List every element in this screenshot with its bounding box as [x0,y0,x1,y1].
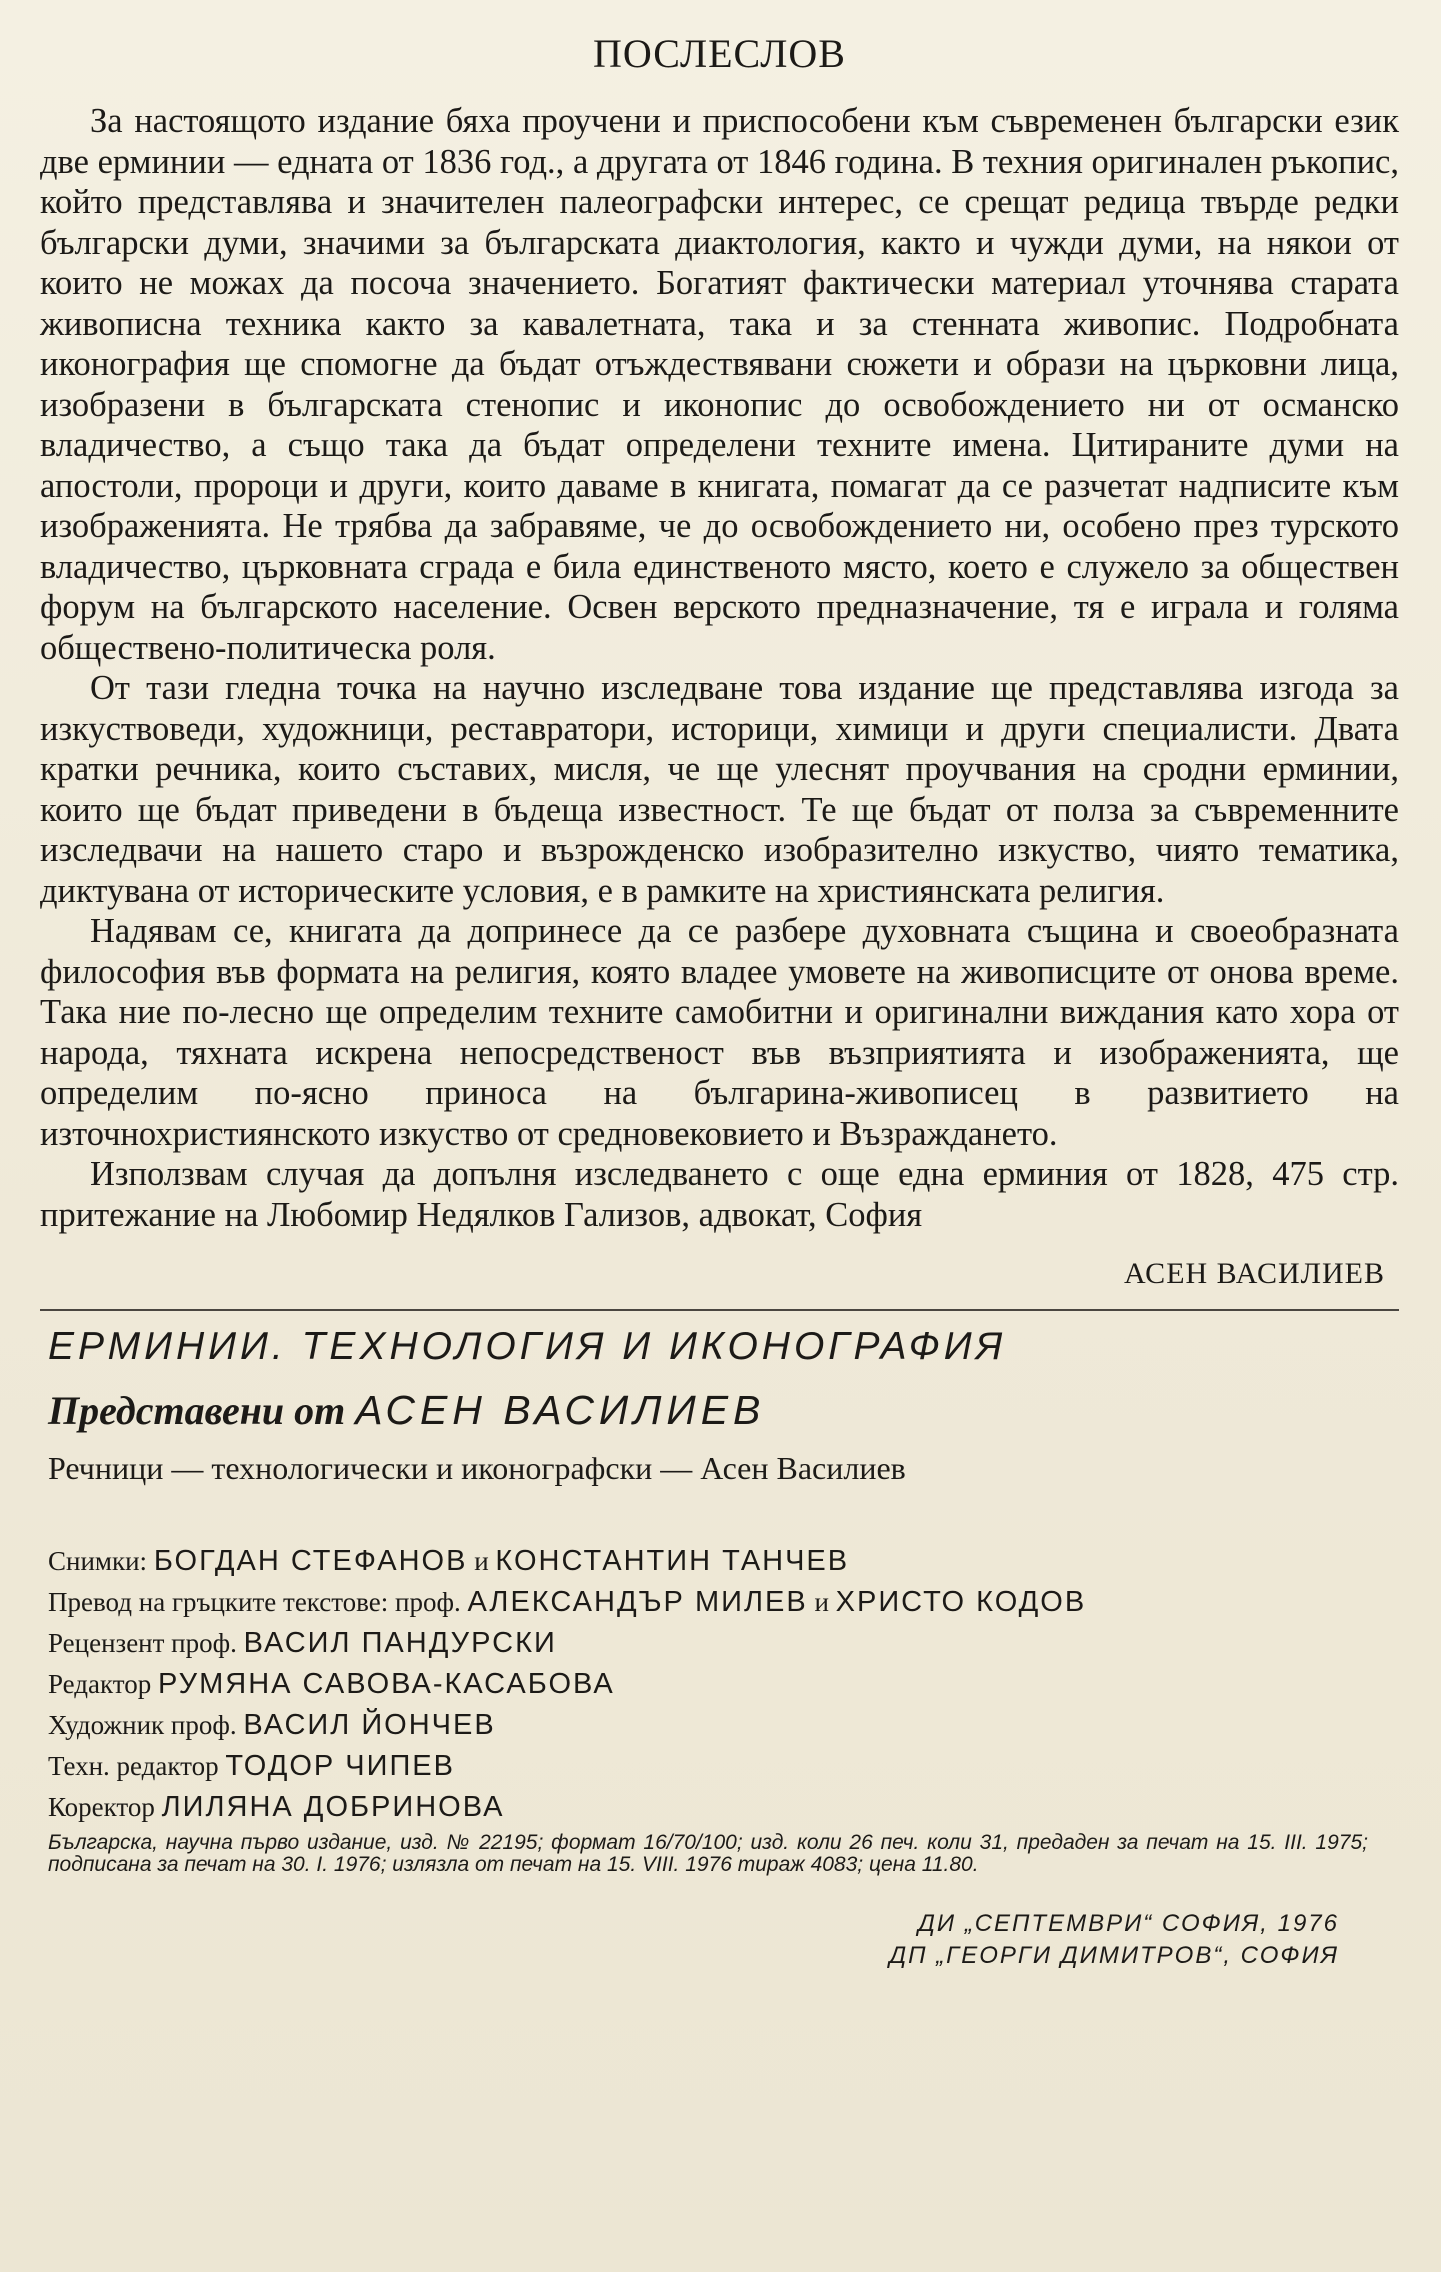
printers-block [40,1908,1339,1972]
credit-joiner: и [814,1587,829,1617]
credit-artist [48,1705,1399,1746]
afterword-paragraph-4: Използвам случая да допълня изследването с още една ерминия от 1828, 475 стр. притежание на Любомир Недялков Гализов, адвокат, София [40,1155,1399,1234]
credit-name: РУМЯНА САВОВА-КАСАБОВА [157,1668,615,1700]
page-heading: ПОСЛЕСЛОВ [593,31,846,76]
subtitle-author-name: АСЕН ВАСИЛИЕВ [355,1387,766,1433]
credit-reviewer [48,1623,1399,1664]
credit-name: ТОДОР ЧИПЕВ [225,1750,455,1782]
credit-name-second: ХРИСТО КОДОВ [835,1586,1087,1618]
credit-tech-editor [48,1746,1399,1787]
credit-role: Превод на гръцките текстове: проф. [48,1587,461,1617]
author-signature: АСЕН ВАСИЛИЕВ [1124,1257,1385,1290]
credit-role: Редактор [48,1669,152,1699]
credits-list [48,1541,1399,1828]
credit-editor [48,1664,1399,1705]
credit-role: Рецензент проф. [48,1628,237,1658]
subtitle-prefix: Представени от [48,1388,346,1433]
credit-proofreader [48,1787,1399,1828]
afterword-paragraph-3: Надявам се, книгата да допринесе да се разбере духовната същина и своеобразната философия във формата на религия, която владее умовете на живописците от онова време. Така ние по-лесно ще определим техните самобитни и оригинални виждания като хора от народа, тяхната искрена непосредственост във възприятията и изображенията, ще определим по-ясно приноса на българина-живописец в развитието на източнохристиянското изкуство от средновековието и Възраждането. [40,912,1399,1153]
credit-role: Коректор [48,1792,155,1822]
credit-translation [48,1582,1399,1623]
credit-name: ЛИЛЯНА ДОБРИНОВА [161,1791,505,1823]
credit-role: Снимки: [48,1546,148,1576]
afterword-paragraph-1: За настоящото издание бяха проучени и приспособени към съвременен български език две ерминии — едната от 1836 год., а другата от 1846 година. В техния оригинален ръкопис, който представлява и значителен палеографски интерес, се срещат редица твърде редки български думи, значими за българската диактология, както и чужди думи, на някои от които не можах да посоча значението. Богатият фактически материал уточнява старата живописна техника както за кавалетната, така и за стенната живопис. Подробната иконография ще спомогне да бъдат отъждествявани сюжети и образи на църковни лица, изобразени в българската стенопис и иконопис до освобождението ни от османско владичество, а също така да бъдат определени техните имена. Цитираните думи на апостоли, пророци и други, които даваме в книгата, помагат да се разчетат надписите към изображенията. Не трябва да забравяме, че до освобождението ни, особено през турското владичество, църковната сграда е била единственото място, което е служело за обществен форум на българското население. Освен верското предназначение, тя е играла и голяма обществено-политическа роля. [40,102,1399,667]
credit-role: Художник проф. [48,1710,237,1740]
credit-name-second: КОНСТАНТИН ТАНЧЕВ [495,1545,850,1577]
credit-name: БОГДАН СТЕФАНОВ [153,1545,468,1577]
printer-line-2: ДП „ГЕОРГИ ДИМИТРОВ“, СОФИЯ [889,1942,1339,1969]
credit-photos [48,1541,1399,1582]
book-title: ЕРМИНИИ. ТЕХНОЛОГИЯ И ИКОНОГРАФИЯ [48,1325,1007,1368]
divider-rule [40,1309,1399,1311]
book-subtitle [48,1387,1399,1434]
credit-name: ВАСИЛ ЙОНЧЕВ [243,1709,496,1741]
credit-joiner: и [474,1546,489,1576]
credit-name: ВАСИЛ ПАНДУРСКИ [243,1627,557,1659]
credit-name: АЛЕКСАНДЪР МИЛЕВ [467,1586,808,1618]
afterword-paragraph-2: От тази гледна точка на научно изследване това издание ще представлява изгода за изкуствоведи, художници, реставратори, историци, химици и други специалисти. Двата кратки речника, които съставих, мисля, че ще улеснят проучвания на сродни ерминии, които ще бъдат приведени в бъдеща известност. Те ще бъдат от полза за съвременните изследвачи на нашето старо и възрожденско изобразително изкуство, чиято тематика, диктувана от историческите условия, е в рамките на християнската религия. [40,669,1399,910]
glossaries-line: Речници — технологически и иконографски — Асен Василиев [48,1450,906,1486]
credit-role: Техн. редактор [48,1751,219,1781]
imprint-details: Българска, научна първо издание, изд. № 22195; формат 16/70/100; изд. коли 26 печ. коли 31, предаден за печат на 15. III. 1975; подписана за печат на 30. I. 1976; излязла от печат на 15. VIII. 1976 тираж 4083; цена 11.80. [48,1831,1368,1876]
printer-line-1: ДИ „СЕПТЕМВРИ“ СОФИЯ, 1976 [917,1910,1339,1937]
afterword-body [40,101,1399,1235]
